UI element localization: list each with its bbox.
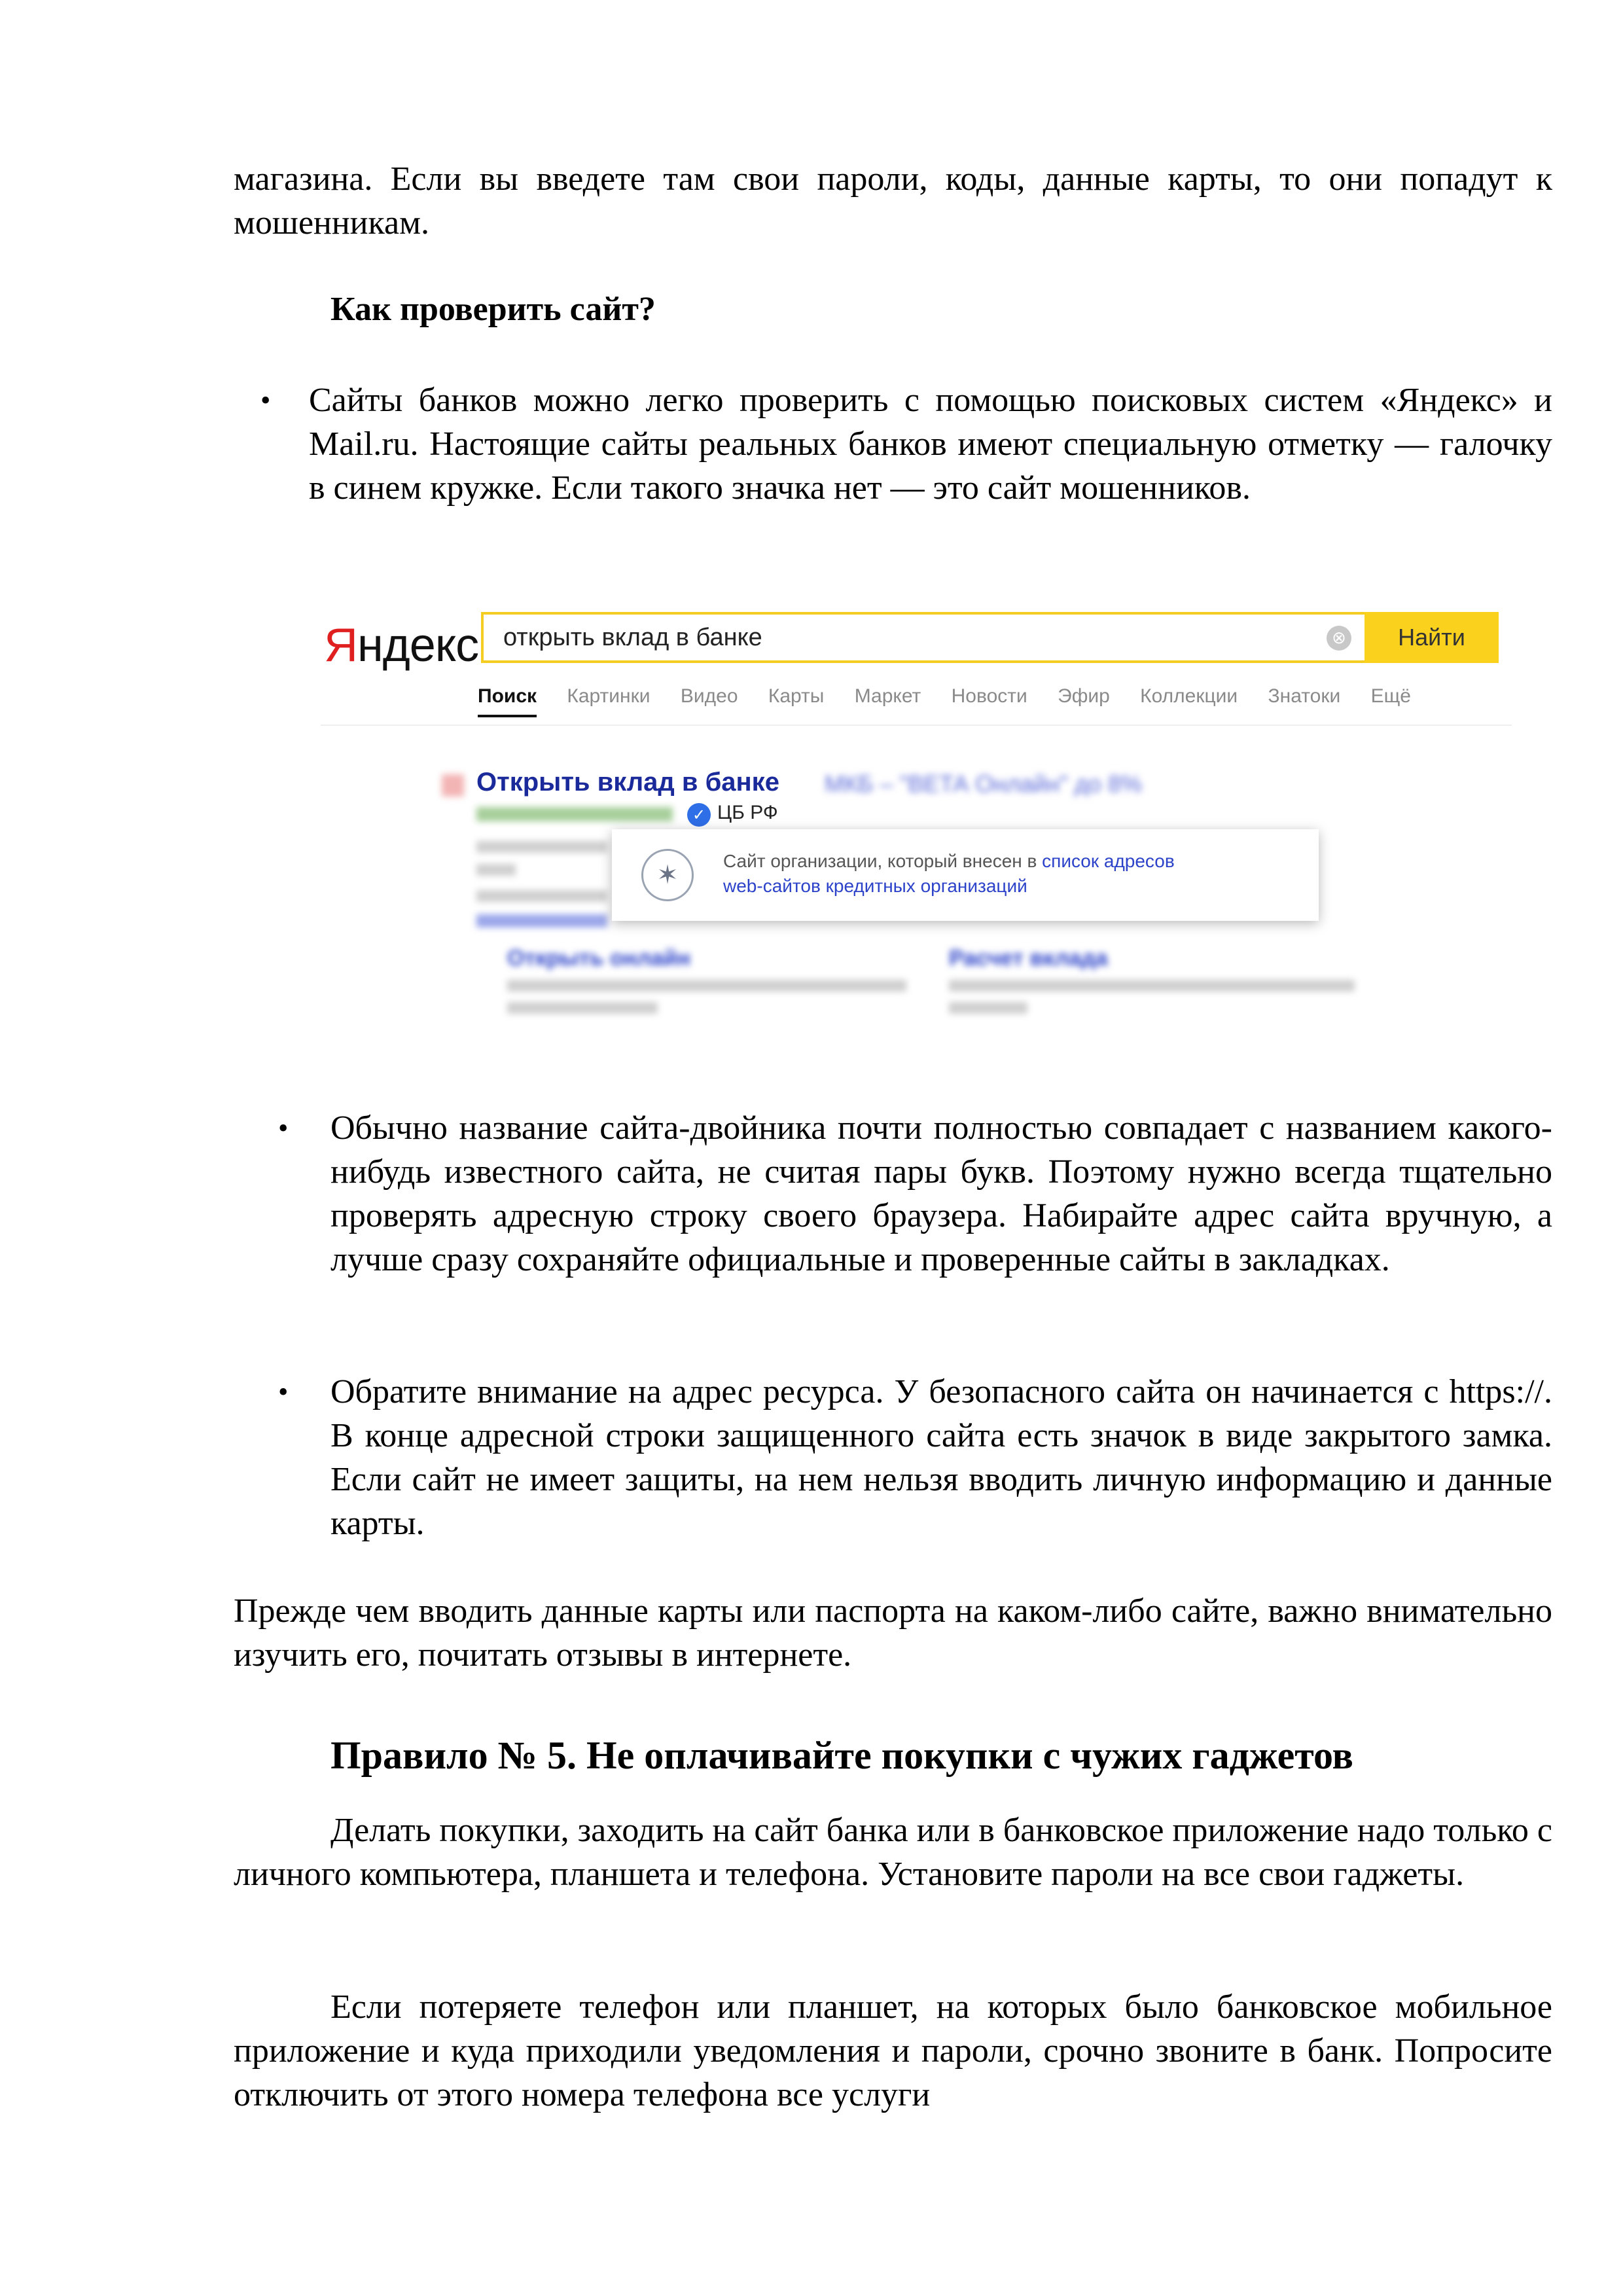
- blurred-text: [949, 980, 1355, 992]
- tooltip-text: Сайт организации, который внесен в список адресов web-сайтов кредитных организаций: [723, 851, 1175, 896]
- blurred-text: [476, 841, 607, 853]
- tooltip-link-credit-orgs[interactable]: web-сайтов кредитных организаций: [723, 876, 1027, 896]
- blurred-text: [476, 864, 516, 876]
- intro-paragraph: магазина. Если вы введете там свои пароли, коды, данные карты, то они попадут к мошенникам.: [234, 160, 1552, 242]
- sublink-open-online[interactable]: Открыть онлайн: [507, 946, 691, 971]
- rule5-paragraph-1: Делать покупки, заходить на сайт банка или в банковское приложение надо только с личного компьютера, планшета и телефона. Установите пароли на все свои гаджеты.: [234, 1812, 1552, 1893]
- blurred-text: [507, 980, 906, 992]
- blurred-text: [949, 1002, 1027, 1014]
- blurred-text: [476, 890, 607, 902]
- yandex-search-screenshot: [321, 599, 1518, 1057]
- result-url: [476, 807, 673, 821]
- favicon-icon: [442, 774, 464, 797]
- sublink-deposit-calc[interactable]: Расчет вклада: [949, 946, 1108, 971]
- clear-icon[interactable]: ⊗: [1327, 626, 1351, 651]
- blurred-link: [476, 914, 607, 927]
- tab-maps[interactable]: Карты: [768, 685, 825, 707]
- bullet-twin-site: Обычно название сайта-двойника почти полностью совпадает с названием какого-нибудь известного сайта, не считая пары букв. Поэтому нужно всегда тщательно проверять адресную строку своего браузера. Набирайте адрес сайта вручную, а лучше сразу сохраняйте официальные и проверенные сайты в закладках.: [330, 1109, 1552, 1278]
- bullet-https: Обратите внимание на адрес ресурса. У безопасного сайта он начинается с https://. В конце адресной строки защищенного сайта есть значок в виде закрытого замка. Если сайт не имеет защиты, на нем нельзя вводить личную информацию и данные карты.: [330, 1373, 1552, 1542]
- blurred-text: [507, 1002, 658, 1014]
- verified-check-icon: ✓: [687, 803, 711, 827]
- search-input[interactable]: [481, 612, 1364, 663]
- verified-site-tooltip: [612, 829, 1319, 921]
- central-bank-seal-icon: ✶: [641, 849, 694, 901]
- rule5-paragraph-2: Если потеряете телефон или планшет, на которых было банковское мобильное приложение и куда приходили уведомления и пароли, срочно звоните в банк. Попросите отключить от этого номера телефона все услуги: [234, 1988, 1552, 2113]
- search-input-value: открыть вклад в банке: [503, 624, 762, 651]
- search-tabs: [478, 685, 1436, 708]
- bullet-yandex-check: Сайты банков можно легко проверить с помощью поисковых систем «Яндекс» и Mail.ru. Настоящие сайты реальных банков имеют специальную отметку — галочку в синем кружке. Если такого значка нет — это сайт мошенников.: [309, 382, 1552, 507]
- yandex-logo: Яндекс: [324, 619, 479, 672]
- bullet-marker: •: [260, 384, 271, 416]
- tab-images[interactable]: Картинки: [567, 685, 651, 707]
- tooltip-link-list[interactable]: список адресов: [1042, 851, 1175, 871]
- tab-news[interactable]: Новости: [951, 685, 1027, 707]
- rule5-heading: Правило № 5. Не оплачивайте покупки с чужих гаджетов: [330, 1734, 1353, 1777]
- tab-market[interactable]: Маркет: [854, 685, 921, 707]
- tab-search[interactable]: Поиск: [478, 685, 537, 717]
- tabs-divider: [321, 725, 1512, 726]
- before-entering-paragraph: Прежде чем вводить данные карты или паспорта на каком-либо сайте, важно внимательно изучить его, почитать отзывы в интернете.: [234, 1592, 1552, 1674]
- section-heading-check-site: Как проверить сайт?: [330, 291, 656, 328]
- tab-more[interactable]: Ещё: [1370, 685, 1411, 707]
- result-title-link[interactable]: Открыть вклад в банке: [476, 768, 779, 797]
- result-title-rest: МКБ – "ВЕТА Онлайн" до 8%: [825, 770, 1142, 797]
- tab-video[interactable]: Видео: [680, 685, 738, 707]
- bullet-marker: •: [278, 1112, 289, 1144]
- tab-collections[interactable]: Коллекции: [1140, 685, 1238, 707]
- search-button[interactable]: Найти: [1364, 612, 1499, 663]
- verified-badge-label: ЦБ РФ: [717, 802, 778, 823]
- tab-ether[interactable]: Эфир: [1058, 685, 1110, 707]
- bullet-marker: •: [278, 1376, 289, 1408]
- tab-experts[interactable]: Знатоки: [1268, 685, 1341, 707]
